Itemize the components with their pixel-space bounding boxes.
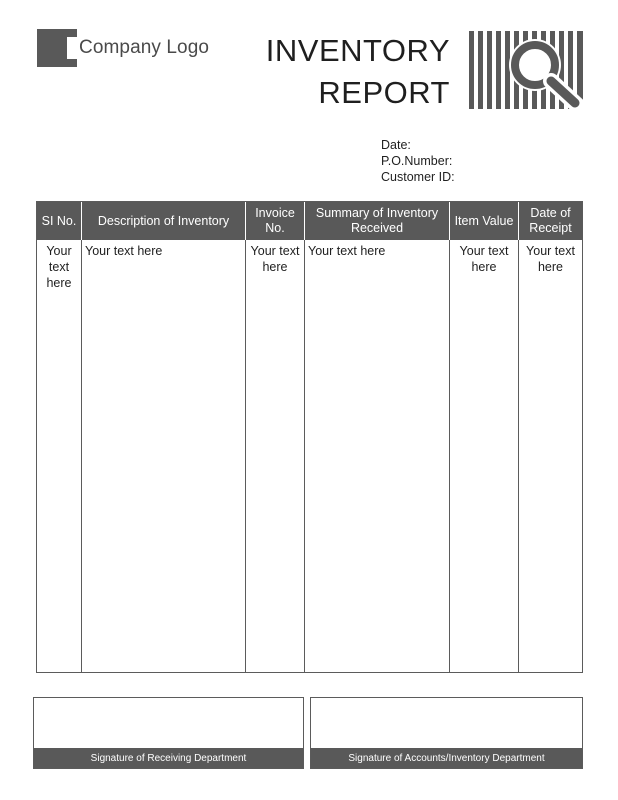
inventory-table [36,201,583,673]
header-item-value: Item Value [450,202,519,240]
po-number-label: P.O.Number: [381,154,453,168]
cell-date-of-receipt[interactable]: Your text here [526,244,575,274]
date-label: Date: [381,138,411,152]
header-si-no: SI No. [37,202,82,240]
signature-box-accounts[interactable] [310,697,583,769]
page-title [266,30,450,114]
header-invoice-no: Invoice No. [246,202,305,240]
signature-label-receiving: Signature of Receiving Department [34,748,303,768]
signature-label-accounts: Signature of Accounts/Inventory Department [311,748,582,768]
company-logo [37,29,209,67]
cell-si-no[interactable]: Your text here [37,240,82,672]
signature-box-receiving[interactable] [33,697,304,769]
table-row [37,240,582,672]
logo-mark-icon [37,29,77,67]
customer-id-label: Customer ID: [381,170,455,184]
logo-text: Company Logo [79,37,210,58]
title-line-1: INVENTORY [265,33,450,68]
header-summary: Summary of Inventory Received [305,202,450,240]
header-date-of-receipt: Date of Receipt [529,206,572,235]
cell-description[interactable]: Your text here [82,240,246,672]
barcode-magnifier-icon [469,31,583,109]
title-line-2: REPORT [318,75,450,110]
cell-summary[interactable]: Your text here [305,240,450,672]
table-header [37,202,582,240]
report-meta [381,137,455,185]
header-description: Description of Inventory [82,202,246,240]
cell-item-value[interactable]: Your text here [450,240,519,672]
cell-invoice-no[interactable]: Your text here [246,240,305,672]
